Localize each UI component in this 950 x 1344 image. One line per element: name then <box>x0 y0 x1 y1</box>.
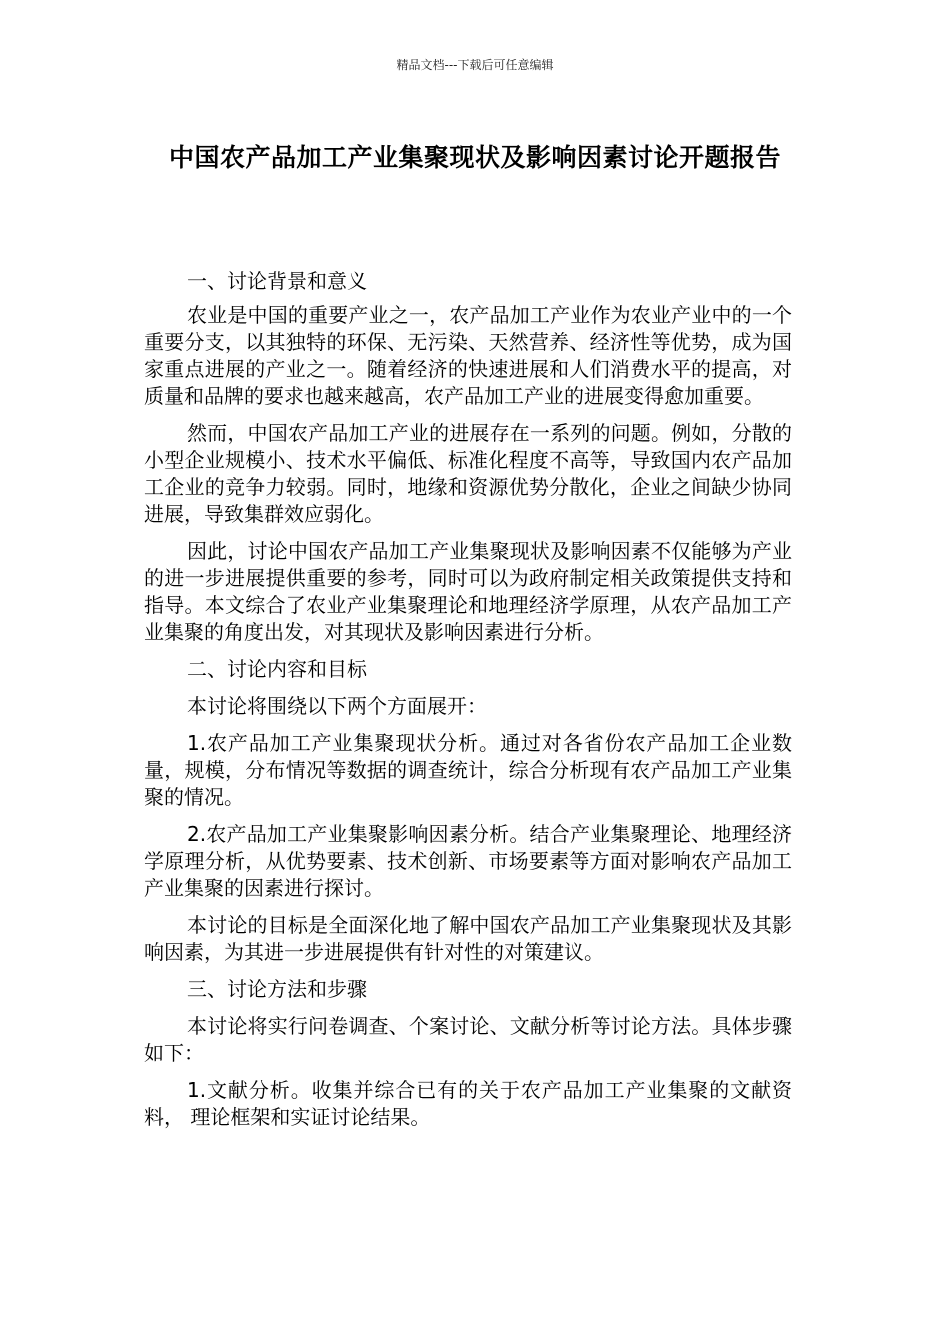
document-body <box>144 268 792 1131</box>
list-item-content-2: 2.农产品加工产业集聚影响因素分析。结合产业集聚理论、地理经济学原理分析，从优势要素、技术创新、市场要素等方面对影响农产品加工产业集聚的因素进行探讨。 <box>144 822 792 900</box>
paragraph-background-1: 农业是中国的重要产业之一，农产品加工产业作为农业产业中的一个重要分支，以其独特的环保、无污染、天然营养、经济性等优势，成为国家重点进展的产业之一。随着经济的快速进展和人们消费水平的提高，对质量和品牌的要求也越来越高，农产品加工产业的进展变得愈加重要。 <box>144 303 792 408</box>
paragraph-content-goal: 本讨论的目标是全面深化地了解中国农产品加工产业集聚现状及其影响因素，为其进一步进展提供有针对性的对策建议。 <box>144 913 792 964</box>
section-heading-methods: 三、讨论方法和步骤 <box>187 977 367 1001</box>
section-heading-background: 一、讨论背景和意义 <box>187 269 367 293</box>
paragraph-content-intro: 本讨论将围绕以下两个方面展开： <box>187 694 487 718</box>
document-title: 中国农产品加工产业集聚现状及影响因素讨论开题报告 <box>168 143 781 172</box>
paragraph-methods-intro: 本讨论将实行问卷调查、个案讨论、文献分析等讨论方法。具体步骤如下： <box>144 1014 792 1065</box>
section-heading-content: 二、讨论内容和目标 <box>187 657 367 681</box>
paragraph-background-3: 因此，讨论中国农产品加工产业集聚现状及影响因素不仅能够为产业的进一步进展提供重要的参考，同时可以为政府制定相关政策提供支持和指导。本文综合了农业产业集聚理论和地理经济学原理，从农产品加工产业集聚的角度出发，对其现状及影响因素进行分析。 <box>144 539 792 644</box>
list-item-methods-1: 1.文献分析。收集并综合已有的关于农产品加工产业集聚的文献资料， 理论框架和实证讨论结果。 <box>144 1078 792 1129</box>
paragraph-background-2: 然而，中国农产品加工产业的进展存在一系列的问题。例如，分散的小型企业规模小、技术水平偏低、标准化程度不高等，导致国内农产品加工企业的竞争力较弱。同时，地缘和资源优势分散化，企业之间缺少协同进展，导致集群效应弱化。 <box>144 421 792 526</box>
list-item-content-1: 1.农产品加工产业集聚现状分析。通过对各省份农产品加工企业数量，规模，分布情况等数据的调查统计，综合分析现有农产品加工产业集聚的情况。 <box>144 731 792 809</box>
header-note: 精品文档---下载后可任意编辑 <box>396 58 554 72</box>
